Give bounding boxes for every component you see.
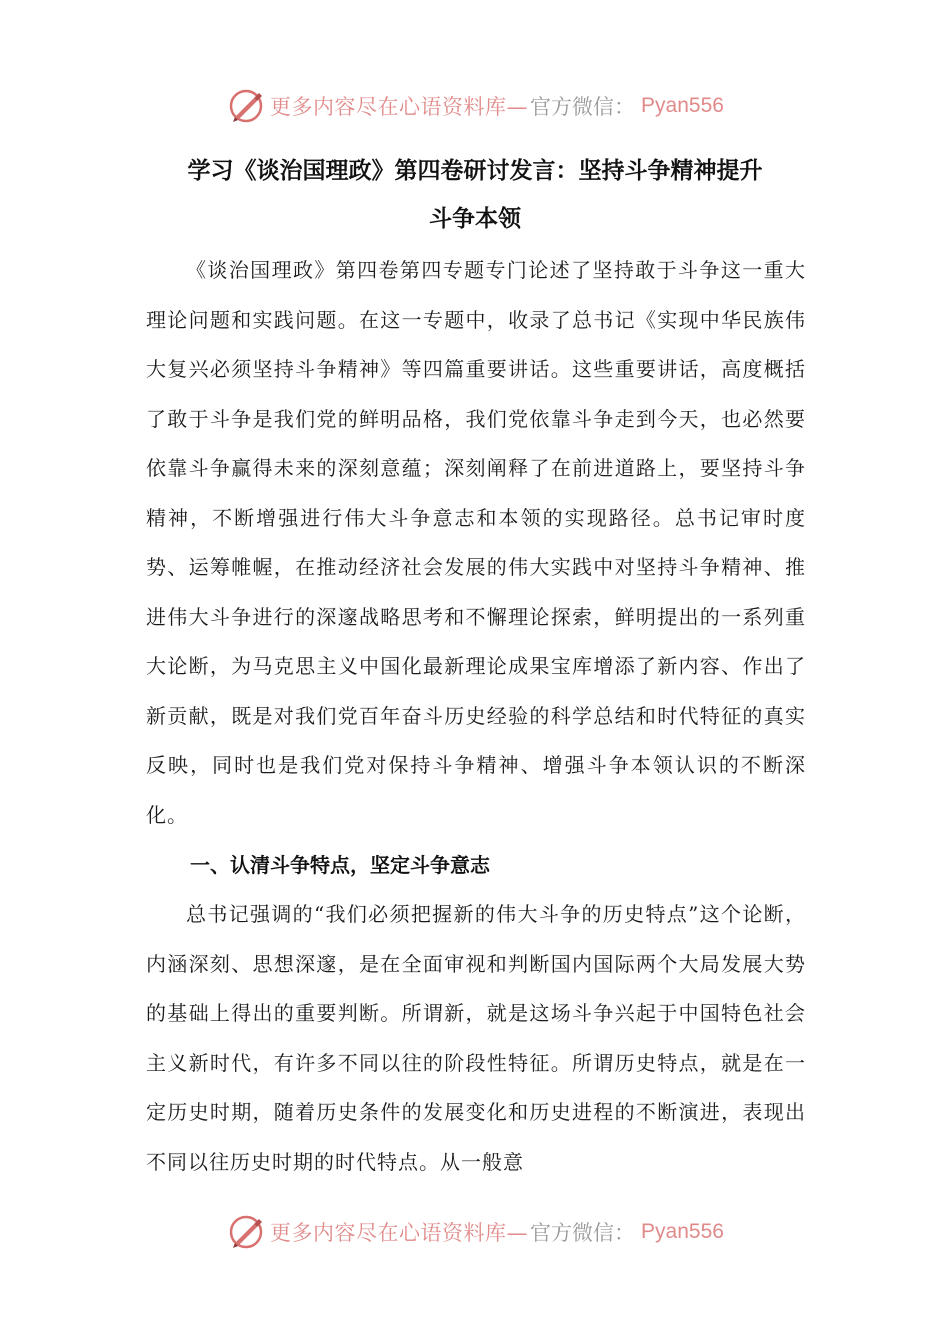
banner-text: 更多内容尽在心语资料库— (270, 1221, 529, 1245)
header-banner (0, 82, 950, 130)
footer-banner (0, 1208, 950, 1256)
paragraph-intro: 《谈治国理政》第四卷第四专题专门论述了坚持敢于斗争这一重大理论问题和实践问题。在这一专题中，收录了总书记《实现中华民族伟大复兴必须坚持斗争精神》等四篇重要讲话。这些重要讲话，高度概括了敢于斗争是我们党的鲜明品格，我们党依靠斗争走到今天，也必然要依靠斗争赢得未来的深刻意蕴；深刻阐释了在前进道路上，要坚持斗争精神，不断增强进行伟大斗争意志和本领的实现路径。总书记审时度势、运筹帷幄，在推动经济社会发展的伟大实践中对坚持斗争精神、推进伟大斗争进行的深邃战略思考和不懈理论探索，鲜明提出的一系列重大论断，为马克思主义中国化最新理论成果宝库增添了新内容、作出了新贡献，既是对我们党百年奋斗历史经验的科学总结和时代特征的真实反映，同时也是我们党对保持斗争精神、增强斗争本领认识的不断深化。 (146, 258, 806, 827)
banner-wechat-id: Pyan556 (641, 94, 724, 117)
banner-text: 更多内容尽在心语资料库— (270, 95, 529, 119)
banner-wechat-id: Pyan556 (641, 1220, 724, 1243)
banner-wechat-label: 官方微信： (530, 1221, 636, 1245)
document-title-line1: 学习《谈治国理政》第四卷研讨发言：坚持斗争精神提升 (187, 158, 763, 184)
pen-logo-icon (226, 1212, 266, 1252)
section-heading: 一、认清斗争特点，坚定斗争意志 (190, 853, 490, 877)
pen-logo-icon (226, 86, 266, 126)
paragraph-section-one: 总书记强调的“我们必须把握新的伟大斗争的历史特点”这个论断，内涵深刻、思想深邃，是在全面审视和判断国内国际两个大局发展大势的基础上得出的重要判断。所谓新，就是这场斗争兴起于中国特色社会主义新时代，有许多不同以往的阶段性特征。所谓历史特点，就是在一定历史时期，随着历史条件的发展变化和历史进程的不断演进，表现出不同以往历史时期的时代特点。从一般意 (146, 902, 806, 1174)
document-title-line2: 斗争本领 (429, 206, 521, 232)
banner-wechat-label: 官方微信： (530, 95, 636, 119)
